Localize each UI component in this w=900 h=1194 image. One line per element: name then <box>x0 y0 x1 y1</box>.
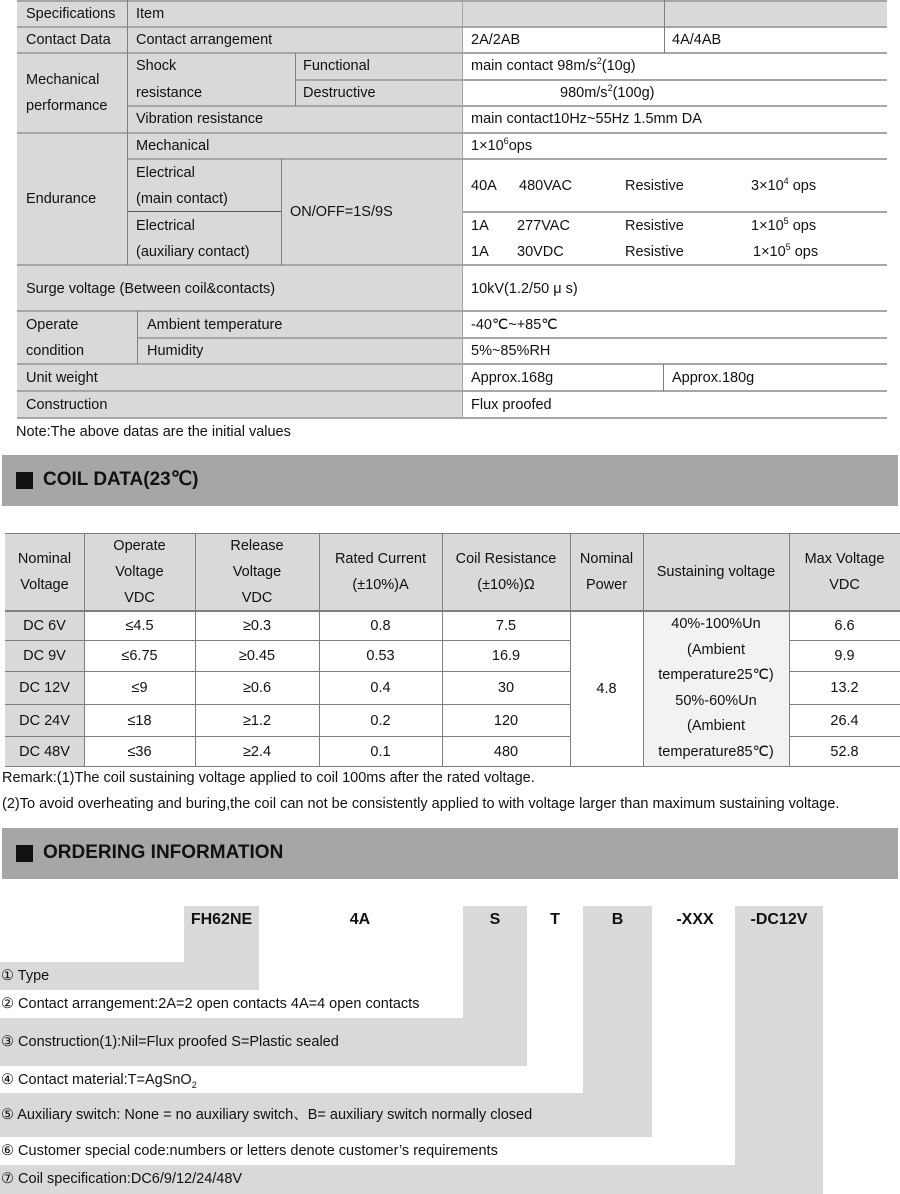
functional-label: Functional <box>303 58 370 74</box>
rated-current-cell: 0.1 <box>370 743 391 760</box>
coil-resistance-cell: 120 <box>493 712 519 729</box>
endurance-row-ops: $1\times 10^5$ ops <box>751 216 817 234</box>
nominal-voltage-cell: DC 6V <box>23 618 66 634</box>
release-voltage-cell: ≥0.45 <box>238 648 276 664</box>
coil-data-title: COIL DATA(23℃) <box>43 469 199 490</box>
release-voltage-cell: ≥1.2 <box>242 712 272 729</box>
electrical-main-line1: Electrical <box>136 165 195 181</box>
vibration-value: main contact10Hz~55Hz 1.5mm DA <box>471 111 702 127</box>
operate-voltage-cell: ≤18 <box>127 712 152 729</box>
spec-header-item: Item <box>136 6 165 22</box>
endurance-row-voltage: 30VDC <box>517 244 564 260</box>
legend-item-customer-code: ⑥ Customer special code:numbers or letters denote customer’s requirements <box>1 1143 498 1159</box>
max-voltage-cell: 26.4 <box>830 712 859 729</box>
contact-arrangement-value-1: 2A/2AB <box>471 32 521 48</box>
ambient-temperature-value: -40℃~+85℃ <box>471 317 558 333</box>
square-bullet-icon <box>16 845 33 862</box>
code-customer-special: -XXX <box>676 911 714 928</box>
operate-voltage-cell: ≤6.75 <box>121 648 158 664</box>
rated-current-cell: 0.8 <box>370 618 391 634</box>
rated-current-cell: 0.53 <box>366 648 395 664</box>
coil-resistance-cell: 480 <box>493 743 519 760</box>
nominal-voltage-cell: DC 48V <box>19 743 70 760</box>
coil-data-banner <box>2 455 898 506</box>
destructive-label: Destructive <box>303 85 376 101</box>
legend-item-contact-arrangement: ② Contact arrangement:2A=2 open contacts 4A=4 open contacts <box>1 996 420 1012</box>
code-coil-specification: -DC12V <box>750 911 808 928</box>
coil-remark-1: Remark:(1)The coil sustaining voltage applied to coil 100ms after the rated voltage. <box>2 770 535 786</box>
contact-data-label: Contact Data <box>26 32 111 48</box>
surge-voltage-value: 10kV(1.2/50 μ s) <box>471 281 578 297</box>
release-voltage-cell: ≥2.4 <box>242 743 272 760</box>
rated-current-cell: 0.2 <box>370 712 391 729</box>
code-contact-material: T <box>550 911 560 928</box>
coil-header-operate-voltage: Operate Voltage VDC <box>113 537 166 606</box>
coil-header-sustaining-voltage: Sustaining voltage <box>656 563 776 580</box>
coil-resistance-cell: 30 <box>497 680 515 696</box>
endurance-label: Endurance <box>26 191 97 207</box>
code-type: FH62NE <box>190 911 253 928</box>
construction-label: Construction <box>26 397 108 413</box>
ordering-info-title: ORDERING INFORMATION <box>43 842 284 863</box>
coil-resistance-cell: 7.5 <box>495 618 517 634</box>
coil-resistance-cell: 16.9 <box>491 648 521 664</box>
electrical-main-line2: (main contact) <box>136 191 228 207</box>
spec-header-value-area <box>462 0 887 27</box>
legend-item-auxiliary-switch: ⑤ Auxiliary switch: None = no auxiliary switch、B= auxiliary switch normally closed <box>1 1107 533 1123</box>
mechanical-label-line1: Mechanical <box>26 72 100 88</box>
vibration-label: Vibration resistance <box>136 111 264 127</box>
construction-value: Flux proofed <box>471 397 552 413</box>
nominal-voltage-cell: DC 9V <box>23 648 66 664</box>
endurance-row-load: Resistive <box>625 218 684 234</box>
legend-item-construction: ③ Construction(1):Nil=Flux proofed S=Plastic sealed <box>1 1034 339 1050</box>
endurance-mechanical-value: $1\times 10^6ops$ <box>471 136 533 154</box>
coil-header-rated-current: Rated Current (±10%)A <box>334 550 427 593</box>
code-column-coil <box>735 906 823 1194</box>
operate-voltage-cell: ≤9 <box>131 680 148 696</box>
humidity-value: 5%~85%RH <box>471 343 551 359</box>
coil-header-release-voltage: Release Voltage VDC <box>230 537 284 606</box>
ambient-temperature-label: Ambient temperature <box>147 317 283 333</box>
unit-weight-label: Unit weight <box>26 370 98 386</box>
shock-label-line2: resistance <box>136 85 203 101</box>
unit-weight-value-2: Approx.180g <box>672 370 755 386</box>
unit-weight-value-1: Approx.168g <box>471 370 554 386</box>
spec-header-specifications: Specifications <box>26 6 116 22</box>
ordering-info-banner <box>2 828 898 879</box>
max-voltage-cell: 6.6 <box>834 618 855 634</box>
operate-voltage-cell: ≤36 <box>127 743 152 760</box>
code-auxiliary-switch: B <box>611 911 624 928</box>
spec-note: Note:The above datas are the initial values <box>16 424 291 440</box>
destructive-value: $980m/s^2(100g)$ <box>560 83 655 101</box>
endurance-row-voltage: 480VAC <box>519 178 572 194</box>
endurance-row-load: Resistive <box>625 178 684 194</box>
code-construction: S <box>489 911 501 928</box>
legend-item-type: ① Type <box>1 968 50 984</box>
sustaining-voltage-cell: 40%-100%Un (Ambient temperature25℃) 50%-60%Un (Ambient temperature85℃) <box>658 616 774 760</box>
electrical-aux-line1: Electrical <box>136 218 195 234</box>
coil-remark-2: (2)To avoid overheating and buring,the coil can not be consistently applied to with voltage larger than maximum sustaining voltage. <box>2 796 840 812</box>
endurance-row-current: 40A <box>471 178 497 194</box>
max-voltage-cell: 52.8 <box>830 743 859 760</box>
release-voltage-cell: ≥0.6 <box>242 680 272 696</box>
endurance-row-voltage: 277VAC <box>517 218 570 234</box>
nominal-voltage-cell: DC 24V <box>19 712 70 729</box>
contact-arrangement-value-2: 4A/4AB <box>672 32 722 48</box>
endurance-row-ops: $1\times 10^5$ ops <box>753 242 819 260</box>
endurance-row-current: 1A <box>471 218 489 234</box>
legend-item-coil-specification: ⑦ Coil specification:DC6/9/12/24/48V <box>1 1171 243 1187</box>
humidity-label: Humidity <box>147 343 204 359</box>
coil-header-max-voltage: Max Voltage VDC <box>804 550 885 593</box>
operate-voltage-cell: ≤4.5 <box>125 618 154 634</box>
shock-label-line1: Shock <box>136 58 177 74</box>
rated-current-cell: 0.4 <box>370 680 391 696</box>
electrical-aux-line2: (auxiliary contact) <box>136 244 250 260</box>
on-off-cycle: ON/OFF=1S/9S <box>290 204 393 220</box>
coil-data-table <box>5 533 900 767</box>
coil-header-nominal-voltage: Nominal Voltage <box>17 550 72 593</box>
nominal-voltage-cell: DC 12V <box>19 680 70 696</box>
surge-voltage-label: Surge voltage (Between coil&contacts) <box>26 281 276 297</box>
endurance-row-current: 1A <box>471 244 489 260</box>
legend-item-contact-material: ④ Contact material:T=AgSnO$_2$ <box>1 1072 197 1090</box>
coil-header-coil-resistance: Coil Resistance (±10%)Ω <box>455 550 557 593</box>
coil-header-nominal-power: Nominal Power <box>579 550 634 593</box>
max-voltage-cell: 13.2 <box>830 680 859 696</box>
contact-arrangement-label: Contact arrangement <box>136 32 273 48</box>
endurance-row-load: Resistive <box>625 244 684 260</box>
operate-condition-line1: Operate <box>26 317 79 333</box>
release-voltage-cell: ≥0.3 <box>242 618 272 634</box>
square-bullet-icon <box>16 472 33 489</box>
mechanical-label-line2: performance <box>26 98 108 114</box>
code-contact-arrangement: 4A <box>349 911 371 928</box>
functional-value: main contact $98m/s^2(10g)$ <box>471 56 636 74</box>
endurance-row-ops: $3\times 10^4$ ops <box>751 176 817 194</box>
max-voltage-cell: 9.9 <box>834 648 855 664</box>
operate-condition-line2: condition <box>26 343 85 359</box>
endurance-mechanical-label: Mechanical <box>136 138 210 154</box>
nominal-power-cell: 4.8 <box>596 680 617 697</box>
